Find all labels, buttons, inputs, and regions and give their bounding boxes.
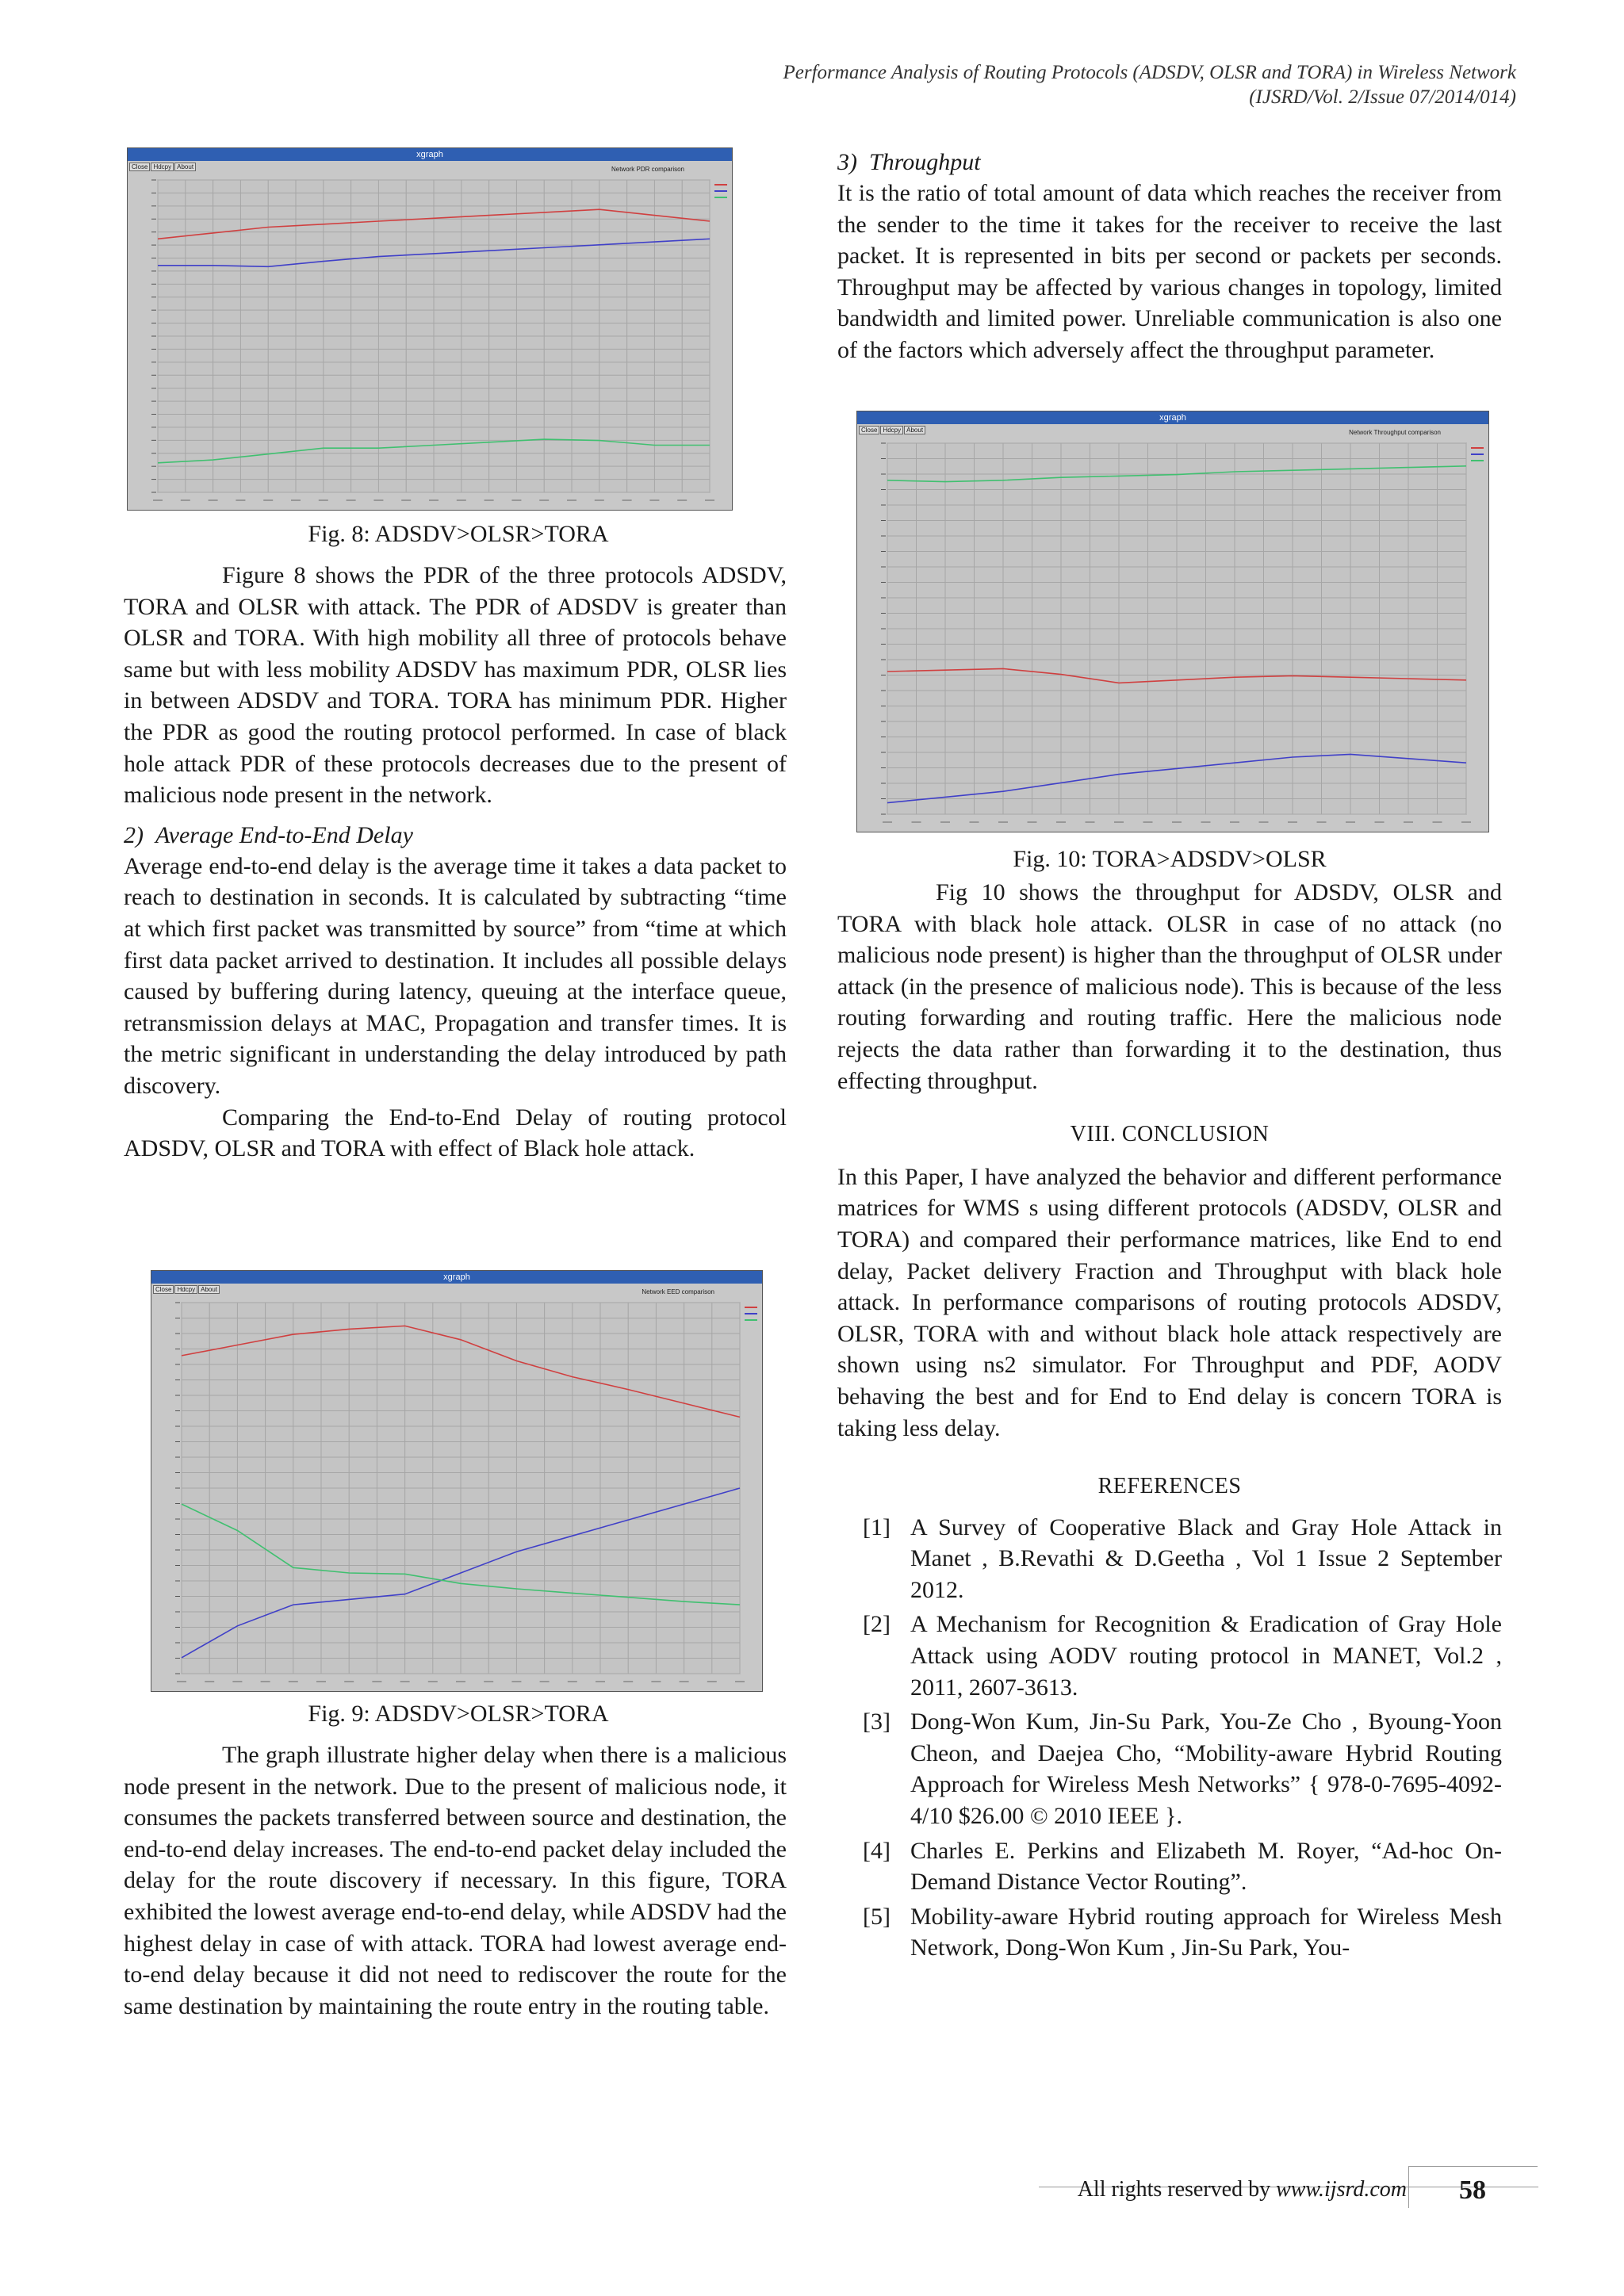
figure-10-caption: Fig. 10: TORA>ADSDV>OLSR	[1013, 846, 1327, 872]
left-column-text-1	[124, 560, 787, 1165]
figure-8-graph	[127, 147, 733, 511]
figure-9-caption: Fig. 9: ADSDV>OLSR>TORA	[308, 1701, 609, 1727]
about-button[interactable]: About	[174, 163, 196, 171]
graph-note: Network EED comparison	[642, 1288, 714, 1295]
right-column-text-2	[837, 877, 1502, 1967]
running-header	[783, 60, 1517, 109]
section-throughput-title: 3) Throughput	[837, 149, 981, 175]
reference-list	[837, 1512, 1502, 1964]
hdcpy-button[interactable]: Hdcpy	[151, 163, 174, 171]
reference-item: [2] A Mechanism for Recognition & Eradication of Gray Hole Attack using AODV routing protocol in MANET, Vol.2 , 2011, 2607-3613.	[863, 1611, 1502, 1701]
page-number: 58	[1459, 2175, 1486, 2205]
reference-item: [5] Mobility-aware Hybrid routing approach for Wireless Mesh Network, Dong-Won Kum , Jin-Su Park, You-	[863, 1903, 1502, 1961]
paragraph-conclusion: In this Paper, I have analyzed the behavior and different performance matrices for WMS s using different protocols (ADSDV, OLSR and TORA) and compared their performance matrices, like End to end delay, Packet delivery Fraction and Throughput with black hole attack. In performance comparisons of routing protocols ADSDV, OLSR, TORA with and without black hole attack respectively are shown using ns2 simulator. For Throughput and PDF, AODV behaving the best and for End to End delay is concern TORA is taking less delay.	[837, 1163, 1502, 1441]
close-button[interactable]: Close	[153, 1285, 174, 1294]
paragraph-fig9: The graph illustrate higher delay when there is a malicious node present in the network. Due to the present of malicious node, it consumes the packets transferred between source and destination, the end-to-end delay increases. The end-to-end packet delay included the delay for the route discovery if necessary. In this figure, TORA exhibited the lowest average end-to-end delay, while ADSDV had the highest delay in case of with attack. TORA had lowest average end-to-end delay because it did not need to rediscover the route for the same destination by maintaining the route entry in the routing table.	[124, 1742, 787, 2019]
hdcpy-button[interactable]: Hdcpy	[880, 426, 903, 434]
references-heading	[837, 1471, 1502, 1502]
left-column-text-2	[124, 1739, 787, 2022]
xgraph-titlebar: xgraph	[128, 148, 732, 161]
delay-chart-svg	[151, 1271, 762, 1691]
figure-8-caption: Fig. 8: ADSDV>OLSR>TORA	[308, 521, 609, 547]
footer-rights: All rights reserved by www.ijsrd.com	[1077, 2177, 1407, 2202]
xgraph-titlebar: xgraph	[151, 1271, 762, 1284]
graph-note: Network Throughput comparison	[1349, 429, 1441, 436]
throughput-chart-svg	[857, 411, 1488, 832]
pdr-chart-svg	[128, 148, 732, 510]
figure-10-graph	[856, 411, 1489, 832]
about-button[interactable]: About	[904, 426, 925, 434]
paragraph-fig8: Figure 8 shows the PDR of the three protocols ADSDV, TORA and OLSR with attack. The PDR of ADSDV is greater than OLSR and TORA. With high mobility all three of protocols behave same but with less mobility ADSDV has maximum PDR, OLSR lies in between ADSDV and TORA. TORA has minimum PDR. Higher the PDR as good the routing protocol performed. In case of black hole attack PDR of these protocols decreases due to the present of malicious node present in the network.	[124, 562, 787, 809]
header-title: Performance Analysis of Routing Protocols (ADSDV, OLSR and TORA) in Wireless Network	[783, 62, 1516, 83]
reference-item: [3] Dong-Won Kum, Jin-Su Park, You-Ze Cho , Byoung-Yoon Cheon, and Daejea Cho, “Mobility-aware Hybrid Routing Approach for Wireless Mesh Networks” { 978-0-7695-4092-4/10 $26.00 © 2010 IEEE }.	[863, 1709, 1502, 1830]
close-button[interactable]: Close	[859, 426, 879, 434]
paragraph-throughput: It is the ratio of total amount of data which reaches the receiver from the sender to the time it takes for the receiver to receive the last packet. It is represented in bits per second or packets per seconds. Throughput may be affected by various changes in topology, limited bandwidth and limited power. Unreliable communication is also one of the factors which adversely affect the throughput parameter.	[837, 180, 1502, 363]
footer-site-link[interactable]: www.ijsrd.com	[1276, 2177, 1407, 2202]
graph-note: Network PDR comparison	[611, 166, 684, 173]
conclusion-number: VIII.	[1070, 1122, 1116, 1147]
paragraph-delay-definition: Average end-to-end delay is the average time it takes a data packet to reach to destination in seconds. It is calculated by subtracting “time at which first packet was transmitted by source” from “time at which first data packet arrived to destination. It includes all possible delays caused by buffering during latency, queuing at the interface queue, retransmission delays at MAC, Propagation and transfer times. It is the metric significant in understanding the delay introduced by path discovery.	[124, 852, 787, 1099]
section-average-delay-title: 2) Average End-to-End Delay	[124, 821, 413, 848]
conclusion-title: CONCLUSION	[1121, 1122, 1270, 1147]
right-column-text-1	[837, 147, 1502, 366]
header-volume: (IJSRD/Vol. 2/Issue 07/2014/014)	[1249, 86, 1516, 108]
about-button[interactable]: About	[198, 1285, 220, 1294]
conclusion-heading	[837, 1119, 1502, 1150]
hdcpy-button[interactable]: Hdcpy	[174, 1285, 197, 1294]
references-title: REFERENCES	[1097, 1474, 1242, 1499]
xgraph-titlebar: xgraph	[857, 411, 1488, 424]
reference-item: [4] Charles E. Perkins and Elizabeth M. Royer, “Ad-hoc On-Demand Distance Vector Routing”.	[863, 1837, 1502, 1896]
reference-item: [1] A Survey of Cooperative Black and Gray Hole Attack in Manet , B.Revathi & D.Geetha , Vol 1 Issue 2 September 2012.	[863, 1513, 1502, 1603]
paragraph-delay-compare: Comparing the End-to-End Delay of routing protocol ADSDV, OLSR and TORA with effect of Black hole attack.	[124, 1104, 787, 1162]
close-button[interactable]: Close	[129, 163, 150, 171]
paragraph-fig10: Fig 10 shows the throughput for ADSDV, OLSR and TORA with black hole attack. OLSR in case of no attack (no malicious node present) is higher than the throughput of OLSR under attack (in the presence of malicious node). This is because of the less routing forwarding and routing traffic. Here the malicious node rejects the data rather than forwarding it to the destination, thus effecting throughput.	[837, 879, 1502, 1094]
figure-9-graph	[151, 1270, 763, 1692]
